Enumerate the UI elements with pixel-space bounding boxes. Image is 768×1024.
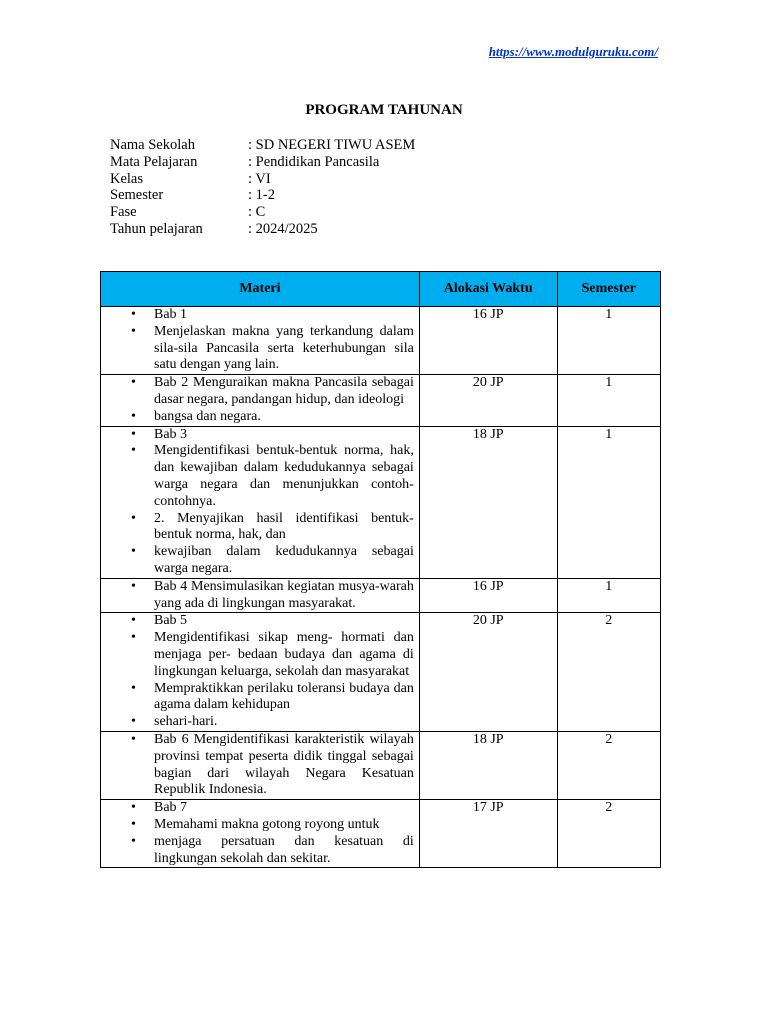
document-title: PROGRAM TAHUNAN	[305, 102, 463, 118]
materi-cell	[101, 731, 420, 799]
info-row	[110, 221, 415, 238]
table-row	[101, 307, 661, 375]
info-row	[110, 204, 415, 221]
materi-cell	[101, 578, 420, 613]
alokasi-waktu-cell: 16 JP	[419, 307, 557, 375]
semester-cell: 1	[557, 426, 660, 578]
materi-cell	[101, 800, 420, 868]
materi-item: • Bab 7	[154, 800, 414, 817]
info-value: : 2024/2025	[248, 220, 318, 237]
materi-list	[101, 579, 419, 613]
info-value: : Pendidikan Pancasila	[248, 153, 380, 170]
materi-list	[101, 307, 419, 374]
materi-cell	[101, 426, 420, 578]
info-label: Semester	[110, 187, 164, 204]
table-row	[101, 731, 661, 799]
materi-cell	[101, 375, 420, 426]
materi-list	[101, 375, 419, 425]
materi-item: • Memahami makna gotong royong untuk	[154, 817, 414, 834]
alokasi-waktu-cell: 18 JP	[419, 426, 557, 578]
materi-item: • sehari-hari.	[154, 714, 414, 731]
header-alokasi-waktu: Alokasi Waktu	[419, 272, 557, 307]
table-row	[101, 426, 661, 578]
semester-cell: 1	[557, 578, 660, 613]
materi-item: • 2. Menyajikan hasil identifikasi bentuk-bentuk norma, hak, dan	[154, 511, 414, 545]
semester-cell: 1	[557, 307, 660, 375]
header-materi: Materi	[101, 272, 420, 307]
school-info-block	[110, 137, 415, 238]
annual-program-table	[100, 271, 661, 868]
info-row	[110, 137, 415, 154]
materi-cell	[101, 613, 420, 732]
materi-item: • Bab 4 Mensimulasikan kegiatan musya-warah yang ada di lingkungan masyarakat.	[154, 579, 414, 613]
alokasi-waktu-cell: 17 JP	[419, 800, 557, 868]
semester-cell: 1	[557, 375, 660, 426]
materi-item: • Bab 2 Menguraikan makna Pancasila sebagai dasar negara, pandangan hidup, dan ideologi	[154, 375, 414, 409]
alokasi-waktu-cell: 20 JP	[419, 613, 557, 732]
materi-list	[101, 732, 419, 799]
semester-cell: 2	[557, 800, 660, 868]
info-label: Nama Sekolah	[110, 137, 195, 153]
info-row	[110, 187, 415, 204]
alokasi-waktu-cell: 16 JP	[419, 578, 557, 613]
table-row	[101, 578, 661, 613]
table-row	[101, 800, 661, 868]
materi-item: • Bab 6 Mengidentifikasi karakteristik wilayah provinsi tempat peserta didik tinggal sebagai bagian dari wilayah Negara Kesatuan Republik Indonesia.	[154, 732, 414, 799]
materi-item: • Bab 3	[154, 427, 414, 444]
materi-item: • Mempraktikkan perilaku toleransi budaya dan agama dalam kehidupan	[154, 681, 414, 715]
info-row	[110, 171, 415, 188]
materi-list	[101, 800, 419, 867]
materi-item: • bangsa dan negara.	[154, 409, 414, 426]
materi-item: • Bab 5	[154, 613, 414, 630]
materi-cell	[101, 307, 420, 375]
header-semester: Semester	[557, 272, 660, 307]
table-row	[101, 613, 661, 732]
info-label: Kelas	[110, 170, 144, 187]
info-value: : VI	[248, 170, 271, 187]
table-row	[101, 375, 661, 426]
info-value: : 1-2	[248, 187, 275, 204]
info-value: : SD NEGERI TIWU ASEM	[248, 137, 416, 153]
materi-item: • Bab 1	[154, 307, 414, 324]
info-label: Fase	[110, 204, 137, 221]
materi-item: • menjaga persatuan dan kesatuan di lingkungan sekolah dan sekitar.	[154, 834, 414, 868]
materi-item: • Mengidentifikasi sikap meng- hormati dan menjaga per- bedaan budaya dan agama di lingkungan keluarga, sekolah dan masyarakat	[154, 630, 414, 680]
alokasi-waktu-cell: 20 JP	[419, 375, 557, 426]
materi-item: • kewajiban dalam kedudukannya sebagai warga negara.	[154, 544, 414, 578]
materi-item: • Mengidentifikasi bentuk-bentuk norma, hak, dan kewajiban dalam kedudukannya sebagai warga negara dan menunjukkan contoh- contohnya.	[154, 443, 414, 510]
table-header-row	[101, 272, 661, 307]
materi-item: • Menjelaskan makna yang terkandung dalam sila-sila Pancasila serta keterhubungan sila satu dengan yang lain.	[154, 324, 414, 374]
info-row	[110, 154, 415, 171]
materi-list	[101, 427, 419, 578]
materi-list	[101, 613, 419, 731]
semester-cell: 2	[557, 613, 660, 732]
alokasi-waktu-cell: 18 JP	[419, 731, 557, 799]
website-link[interactable]: https://www.modulguruku.com/	[488, 44, 658, 59]
semester-cell: 2	[557, 731, 660, 799]
info-label: Tahun pelajaran	[110, 220, 203, 237]
info-label: Mata Pelajaran	[110, 153, 198, 170]
info-value: : C	[248, 204, 266, 221]
